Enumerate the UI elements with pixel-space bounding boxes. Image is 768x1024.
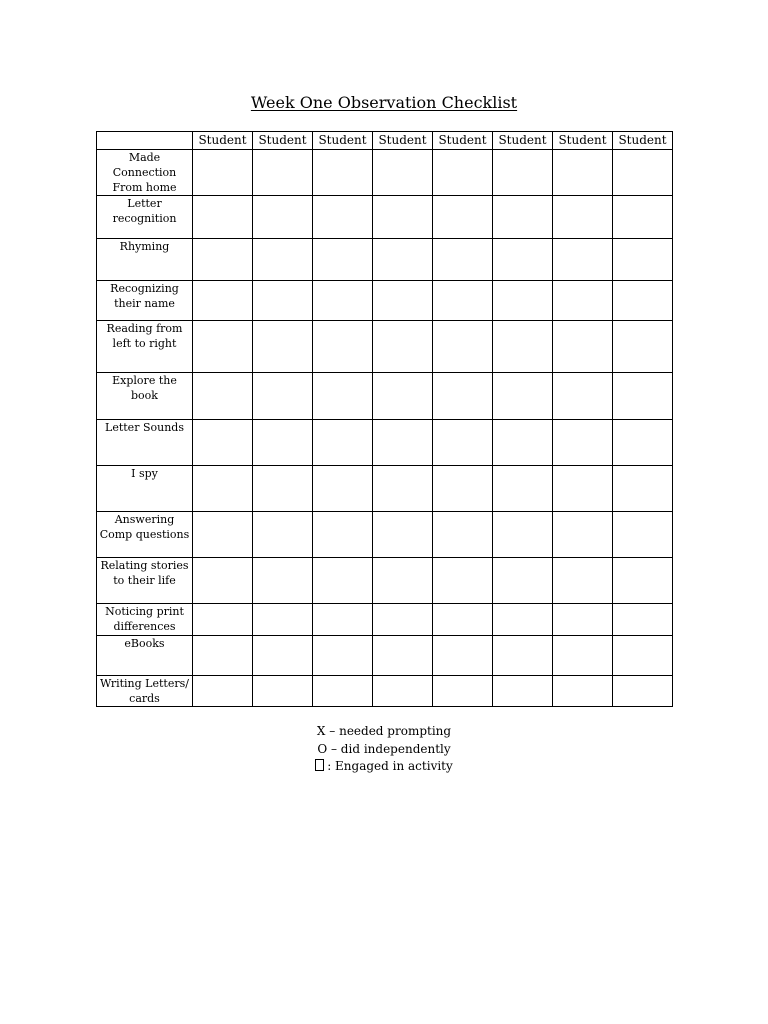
legend [0, 723, 768, 776]
table-row [97, 558, 673, 604]
checklist-cell[interactable] [193, 636, 253, 676]
row-label: Made Connection From home [97, 150, 193, 196]
box-icon [315, 759, 324, 771]
checklist-cell[interactable] [193, 150, 253, 196]
table-row [97, 636, 673, 676]
table-row [97, 239, 673, 281]
checklist-cell[interactable] [253, 676, 313, 707]
table-row [97, 196, 673, 239]
checklist-cell[interactable] [433, 150, 493, 196]
checklist-cell[interactable] [193, 239, 253, 281]
checklist-cell[interactable] [433, 604, 493, 636]
observation-table [96, 131, 673, 707]
row-label: Rhyming [97, 239, 193, 281]
page-title-text: Week One Observation Checklist [250, 93, 518, 112]
row-label: Answering Comp questions [97, 512, 193, 558]
checklist-cell[interactable] [313, 558, 373, 604]
checklist-cell[interactable] [193, 321, 253, 373]
checklist-cell[interactable] [553, 604, 613, 636]
checklist-cell[interactable] [373, 558, 433, 604]
checklist-cell[interactable] [553, 676, 613, 707]
corner-cell [97, 132, 193, 150]
legend-text: : Engaged in activity [327, 759, 453, 773]
checklist-cell[interactable] [253, 420, 313, 466]
table-row [97, 676, 673, 707]
checklist-cell[interactable] [193, 676, 253, 707]
checklist-cell[interactable] [553, 239, 613, 281]
table-row [97, 373, 673, 420]
checklist-cell[interactable] [193, 196, 253, 239]
checklist-cell[interactable] [493, 196, 553, 239]
checklist-cell[interactable] [253, 512, 313, 558]
checklist-cell[interactable] [433, 239, 493, 281]
checklist-cell[interactable] [613, 558, 673, 604]
checklist-cell[interactable] [553, 512, 613, 558]
legend-item [0, 741, 768, 759]
student-column-header: Student [553, 132, 613, 150]
checklist-cell[interactable] [613, 676, 673, 707]
checklist-cell[interactable] [553, 281, 613, 321]
checklist-cell[interactable] [193, 420, 253, 466]
checklist-cell[interactable] [313, 466, 373, 512]
checklist-cell[interactable] [253, 466, 313, 512]
legend-item [0, 758, 768, 776]
checklist-cell[interactable] [433, 558, 493, 604]
header-row [97, 132, 673, 150]
checklist-cell[interactable] [553, 196, 613, 239]
checklist-cell[interactable] [313, 281, 373, 321]
checklist-cell[interactable] [313, 512, 373, 558]
student-column-header: Student [493, 132, 553, 150]
checklist-cell[interactable] [313, 604, 373, 636]
checklist-cell[interactable] [193, 281, 253, 321]
checklist-cell[interactable] [373, 466, 433, 512]
checklist-cell[interactable] [373, 281, 433, 321]
checklist-cell[interactable] [493, 239, 553, 281]
row-label: Noticing print differences [97, 604, 193, 636]
student-column-header: Student [613, 132, 673, 150]
table-row [97, 420, 673, 466]
checklist-cell[interactable] [193, 373, 253, 420]
checklist-cell[interactable] [373, 196, 433, 239]
table-row [97, 150, 673, 196]
checklist-cell[interactable] [313, 239, 373, 281]
checklist-cell[interactable] [613, 604, 673, 636]
checklist-cell[interactable] [493, 636, 553, 676]
checklist-cell[interactable] [373, 636, 433, 676]
checklist-cell[interactable] [313, 196, 373, 239]
student-column-header: Student [193, 132, 253, 150]
checklist-cell[interactable] [433, 676, 493, 707]
checklist-cell[interactable] [553, 373, 613, 420]
student-column-header: Student [433, 132, 493, 150]
checklist-cell[interactable] [493, 558, 553, 604]
checklist-cell[interactable] [553, 636, 613, 676]
checklist-cell[interactable] [433, 636, 493, 676]
checklist-cell[interactable] [553, 558, 613, 604]
checklist-cell[interactable] [313, 321, 373, 373]
checklist-cell[interactable] [493, 321, 553, 373]
row-label: Relating stories to their life [97, 558, 193, 604]
checklist-cell[interactable] [433, 466, 493, 512]
checklist-cell[interactable] [253, 281, 313, 321]
checklist-cell[interactable] [493, 281, 553, 321]
legend-text: O – did independently [317, 741, 451, 756]
checklist-cell[interactable] [433, 373, 493, 420]
checklist-cell[interactable] [373, 373, 433, 420]
checklist-cell[interactable] [193, 512, 253, 558]
checklist-cell[interactable] [373, 676, 433, 707]
student-column-header: Student [253, 132, 313, 150]
checklist-cell[interactable] [313, 373, 373, 420]
checklist-cell[interactable] [613, 636, 673, 676]
row-label: I spy [97, 466, 193, 512]
checklist-cell[interactable] [613, 239, 673, 281]
checklist-cell[interactable] [373, 420, 433, 466]
checklist-cell[interactable] [493, 150, 553, 196]
checklist-cell[interactable] [313, 150, 373, 196]
checklist-cell[interactable] [493, 420, 553, 466]
checklist-cell[interactable] [613, 321, 673, 373]
checklist-cell[interactable] [613, 373, 673, 420]
table-row [97, 281, 673, 321]
checklist-cell[interactable] [253, 604, 313, 636]
student-column-header: Student [313, 132, 373, 150]
table-row [97, 604, 673, 636]
student-column-header: Student [373, 132, 433, 150]
row-label: eBooks [97, 636, 193, 676]
checklist-cell[interactable] [433, 420, 493, 466]
checklist-cell[interactable] [373, 321, 433, 373]
table-row [97, 512, 673, 558]
checklist-cell[interactable] [253, 150, 313, 196]
checklist-cell[interactable] [553, 321, 613, 373]
checklist-cell[interactable] [433, 512, 493, 558]
checklist-cell[interactable] [613, 281, 673, 321]
checklist-cell[interactable] [553, 420, 613, 466]
checklist-cell[interactable] [433, 281, 493, 321]
row-label: Recognizing their name [97, 281, 193, 321]
row-label: Explore the book [97, 373, 193, 420]
checklist-cell[interactable] [253, 239, 313, 281]
checklist-cell[interactable] [253, 321, 313, 373]
checklist-cell[interactable] [253, 636, 313, 676]
checklist-cell[interactable] [193, 466, 253, 512]
checklist-cell[interactable] [253, 558, 313, 604]
row-label: Letter Sounds [97, 420, 193, 466]
legend-text: X – needed prompting [316, 724, 452, 738]
checklist-cell[interactable] [433, 196, 493, 239]
checklist-cell[interactable] [433, 321, 493, 373]
checklist-cell[interactable] [313, 636, 373, 676]
checklist-cell[interactable] [493, 604, 553, 636]
checklist-cell[interactable] [313, 676, 373, 707]
table-row [97, 321, 673, 373]
checklist-cell[interactable] [373, 239, 433, 281]
row-label: Writing Letters/ cards [97, 676, 193, 707]
checklist-cell[interactable] [313, 420, 373, 466]
checklist-cell[interactable] [193, 558, 253, 604]
checklist-cell[interactable] [613, 466, 673, 512]
checklist-cell[interactable] [613, 420, 673, 466]
row-label: Reading from left to right [97, 321, 193, 373]
checklist-cell[interactable] [553, 466, 613, 512]
page-title [0, 92, 768, 114]
checklist-cell[interactable] [493, 512, 553, 558]
checklist-cell[interactable] [373, 150, 433, 196]
legend-item [0, 723, 768, 741]
checklist-cell[interactable] [193, 604, 253, 636]
checklist-cell[interactable] [253, 196, 313, 239]
checklist-cell[interactable] [493, 466, 553, 512]
checklist-cell[interactable] [553, 150, 613, 196]
checklist-cell[interactable] [493, 676, 553, 707]
checklist-cell[interactable] [613, 512, 673, 558]
row-label: Letter recognition [97, 196, 193, 239]
checklist-cell[interactable] [493, 373, 553, 420]
checklist-cell[interactable] [253, 373, 313, 420]
table-row [97, 466, 673, 512]
checklist-cell[interactable] [373, 512, 433, 558]
checklist-cell[interactable] [373, 604, 433, 636]
checklist-cell[interactable] [613, 150, 673, 196]
checklist-cell[interactable] [613, 196, 673, 239]
